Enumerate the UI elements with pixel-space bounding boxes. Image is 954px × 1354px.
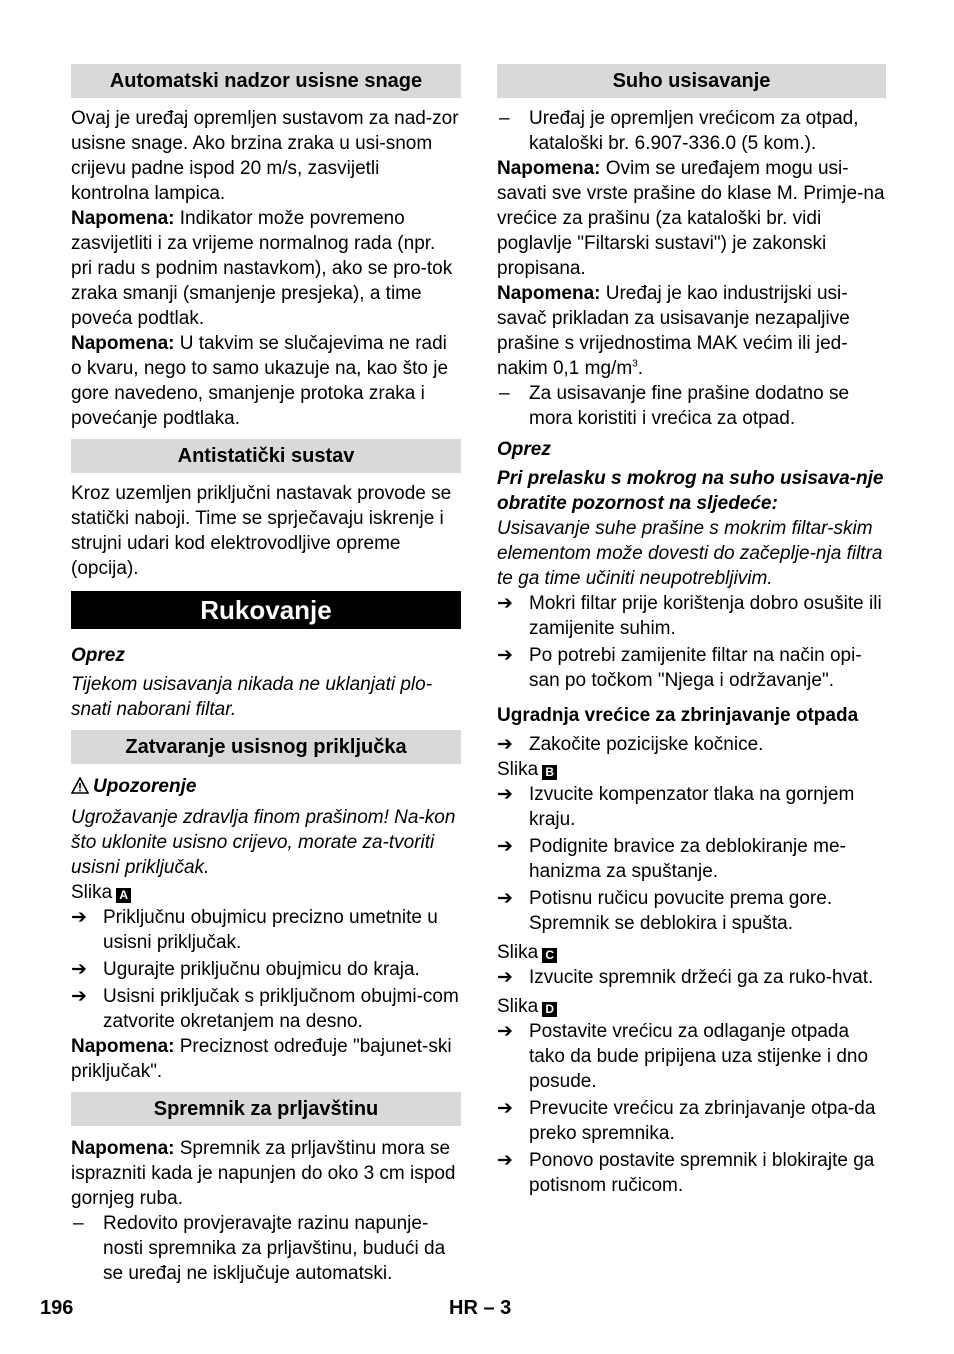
heading-operation: Rukovanje (71, 591, 461, 629)
note-text: Indikator može povremeno zasvijetliti i za vrijeme normalnog rada (npr. pri radu s podnim nastavkom), ako se pro-tok zraka smanji (smanjenje presjeka), a time poveća podtlak. (71, 208, 453, 329)
note (497, 281, 886, 381)
page-footer-lang (449, 1296, 511, 1321)
page-number: 196 (40, 1297, 74, 1319)
figure-ref (497, 757, 886, 782)
arrow-right-icon: ➔ (497, 888, 513, 909)
figure-label: Slika (497, 942, 539, 963)
arrow-right-icon: ➔ (497, 1150, 513, 1171)
arrow-right-icon: ➔ (497, 967, 513, 988)
arrow-right-icon: ➔ (497, 784, 513, 805)
dash-mark: – (73, 1213, 84, 1234)
step-item (497, 1148, 886, 1198)
arrow-right-icon: ➔ (71, 986, 87, 1007)
step-text: Usisni priključak s priključnom obujmi-com zatvorite okretanjem na desno. (103, 986, 459, 1032)
step-item (71, 984, 461, 1034)
caution-label: Oprez (71, 645, 125, 666)
figure-letter: B (542, 765, 557, 780)
section-page: – 3 (483, 1297, 512, 1319)
arrow-right-icon: ➔ (71, 907, 87, 928)
arrow-right-icon: ➔ (497, 645, 513, 666)
note-label: Napomena: (497, 283, 601, 304)
caution-text: Usisavanje suhe prašine s mokrim filtar-skim elementom može dovesti do začeplje-nja filtra te ga time učiniti neupotrebljivim. (497, 518, 883, 589)
step-text: Ponovo postavite spremnik i blokirajte ga potisnom ručicom. (529, 1150, 875, 1196)
note-end: . (637, 358, 643, 379)
note-text: Ovim se uređajem mogu usi-savati sve vrste prašine do klase M. Primje-na vrećice za prašinu (za kataloški br. vidi poglavlje "Filtarski sustavi") je zakonski propisana. (497, 158, 885, 279)
note-label: Napomena: (71, 1036, 175, 1057)
subheading-bag-installation: Ugradnja vrećice za zbrinjavanje otpada (497, 705, 859, 726)
figure-ref (497, 940, 886, 965)
lang-code: HR (449, 1297, 478, 1319)
figure-ref (497, 994, 886, 1019)
caution-text: Tijekom usisavanja nikada ne uklanjati plo-snati naborani filtar. (71, 674, 433, 720)
heading-automatic-suction: Automatski nadzor usisne snage (71, 64, 461, 98)
right-column (497, 64, 886, 1198)
step-item (71, 905, 461, 955)
step-item (497, 782, 886, 832)
figure-letter: A (116, 888, 131, 903)
arrow-right-icon: ➔ (71, 959, 87, 980)
note (71, 1136, 461, 1211)
note (71, 206, 461, 331)
warning-triangle-icon (71, 776, 93, 801)
step-text: Postavite vrećicu za odlaganje otpada tako da bude pripijena uza stijenke i dno posude. (529, 1021, 869, 1092)
caution-label: Oprez (497, 439, 551, 460)
step-text: Mokri filtar prije korištenja dobro osušite ili zamijenite suhim. (529, 593, 882, 639)
step-item (497, 591, 886, 641)
note-label: Napomena: (71, 1138, 175, 1159)
figure-label: Slika (497, 996, 539, 1017)
dash-item (71, 1211, 461, 1286)
step-text: Izvucite spremnik držeći ga za ruko-hvat. (529, 967, 874, 988)
step-item (497, 732, 886, 757)
step-item (497, 834, 886, 884)
arrow-right-icon: ➔ (497, 1098, 513, 1119)
step-item (497, 1096, 886, 1146)
step-text: Ugurajte priključnu obujmicu do kraja. (103, 959, 420, 980)
step-text: Izvucite kompenzator tlaka na gornjem kraju. (529, 784, 855, 830)
superscript: 3 (632, 358, 638, 370)
step-text: Potisnu ručicu povucite prema gore. Spremnik se deblokira i spušta. (529, 888, 833, 934)
dash-text: Uređaj je opremljen vrećicom za otpad, kataloški br. 6.907-336.0 (5 kom.). (529, 108, 859, 154)
dash-text: Za usisavanje fine prašine dodatno se mora koristiti i vrećica za otpad. (529, 383, 850, 429)
step-text: Po potrebi zamijenite filtar na način opi-san po točkom "Njega i održavanje". (529, 645, 862, 691)
note (71, 331, 461, 431)
step-text: Zakočite pozicijske kočnice. (529, 734, 764, 755)
note-label: Napomena: (497, 158, 601, 179)
paragraph: Kroz uzemljen priključni nastavak provode se statički naboji. Time se sprječavaju iskrenje i strujni udari kod elektrovodljive opreme (opcija). (71, 483, 452, 579)
arrow-right-icon: ➔ (497, 836, 513, 857)
dash-mark: – (499, 108, 510, 129)
dash-text: Redovito provjeravajte razinu napunje-nosti spremnika za prljavštinu, budući da se uređaj ne isključuje automatski. (103, 1213, 446, 1284)
note-label: Napomena: (71, 208, 175, 229)
note (497, 156, 886, 281)
arrow-right-icon: ➔ (497, 593, 513, 614)
heading-dirt-container: Spremnik za prljavštinu (71, 1092, 461, 1126)
step-item (497, 965, 886, 990)
step-item (497, 886, 886, 936)
left-column (71, 64, 461, 1286)
step-text: Priključnu obujmicu precizno umetnite u usisni priključak. (103, 907, 438, 953)
note (71, 1034, 461, 1084)
arrow-right-icon: ➔ (497, 1021, 513, 1042)
step-text: Podignite bravice za deblokiranje me-hanizma za spuštanje. (529, 836, 846, 882)
warning-text: Ugrožavanje zdravlja finom prašinom! Na-kon što uklonite usisno crijevo, morate za-tvoriti usisni priključak. (71, 807, 456, 878)
note-text: Preciznost određuje "bajunet-ski priključak". (71, 1036, 452, 1082)
figure-letter: D (542, 1002, 557, 1017)
step-text: Prevucite vrećicu za zbrinjavanje otpa-da preko spremnika. (529, 1098, 876, 1144)
paragraph: Ovaj je uređaj opremljen sustavom za nad-zor usisne snage. Ako brzina zraka u usi-snom crijevu padne ispod 20 m/s, zasvijetli kontrolna lampica. (71, 108, 459, 204)
caution-bold: Pri prelasku s mokrog na suho usisava-nje obratite pozornost na sljedeće: (497, 468, 884, 514)
note-text: Uređaj je kao industrijski usi-savač prikladan za usisavanje nezapaljive prašine s vrijednostima MAK većim ili jed-nakim 0,1 mg/m (497, 283, 850, 379)
heading-antistatic: Antistatički sustav (71, 439, 461, 473)
warning-label: Upozorenje (93, 776, 197, 797)
dash-item (497, 381, 886, 431)
note-label: Napomena: (71, 333, 175, 354)
dash-item (497, 106, 886, 156)
heading-dry-vacuuming: Suho usisavanje (497, 64, 886, 98)
step-item (497, 643, 886, 693)
arrow-right-icon: ➔ (497, 734, 513, 755)
warning-line (71, 774, 461, 801)
figure-letter: C (542, 948, 557, 963)
step-item (71, 957, 461, 982)
figure-ref (71, 880, 461, 905)
step-item (497, 1019, 886, 1094)
figure-label: Slika (71, 882, 113, 903)
figure-label: Slika (497, 759, 539, 780)
note-text: U takvim se slučajevima ne radi o kvaru, nego to samo ukazuje na, kao što je gore navedeno, smanjenje protoka zraka i povećanje podtlaka. (71, 333, 449, 429)
heading-closing-suction-port: Zatvaranje usisnog priključka (71, 730, 461, 764)
dash-mark: – (499, 383, 510, 404)
note-text: Spremnik za prljavštinu mora se isprazniti kada je napunjen do oko 3 cm ispod gornjeg ruba. (71, 1138, 456, 1209)
